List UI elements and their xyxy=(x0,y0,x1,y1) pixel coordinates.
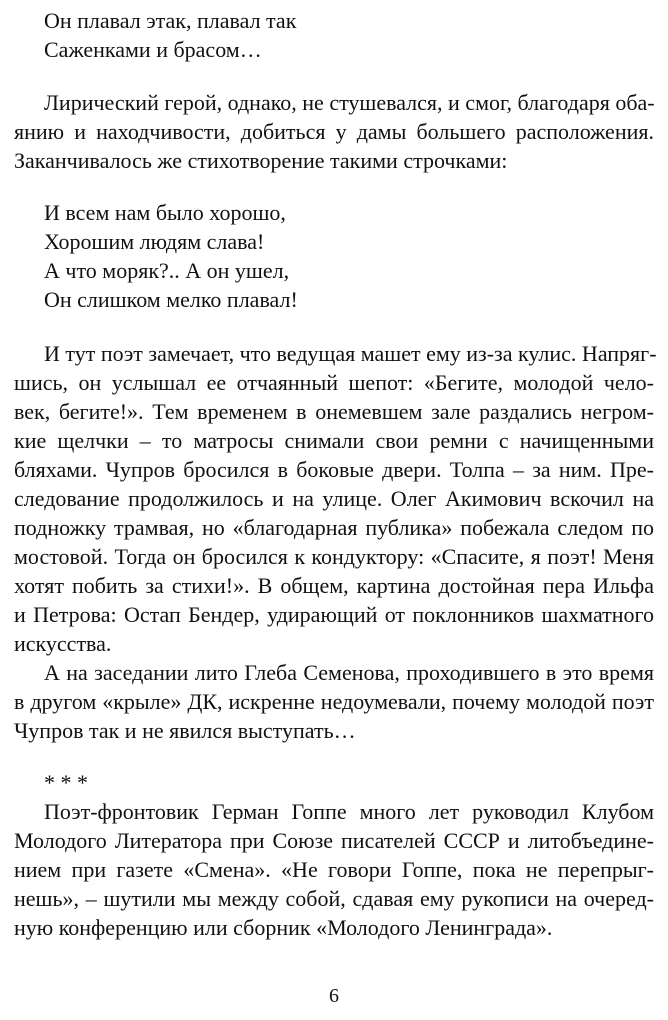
verse-line: И всем нам было хорошо, xyxy=(44,200,286,225)
paragraph-line: ную конференцию или сборник «Молодого Ленинграда». xyxy=(14,915,553,940)
paragraph-line: шись, он услышал ее отчаянный шепот: «Бегите, молодой чело- xyxy=(14,370,654,395)
verse-line: А что моряк?.. А он ушел, xyxy=(44,258,290,283)
paragraph-line: Молодого Литератора при Союзе писателей СССР и литобъедине- xyxy=(14,828,654,853)
book-page xyxy=(14,0,657,1020)
paragraph-line: А на заседании лито Глеба Семенова, проходившего в это время xyxy=(44,660,654,685)
paragraph-line: Заканчивалось же стихотворение такими строчками: xyxy=(14,148,508,173)
paragraph-line: кие щелчки – то матросы снимали свои ремни с начищенными xyxy=(14,428,654,453)
paragraph-line: янию и находчивости, добиться у дамы большего расположения. xyxy=(14,119,654,144)
paragraph-line: Лирический герой, однако, не стушевался, и смог, благодаря оба- xyxy=(44,90,655,115)
verse-line: Он плавал этак, плавал так xyxy=(44,8,297,33)
paragraph-line: бляхами. Чупров бросился в боковые двери. Толпа – за ним. Пре- xyxy=(14,457,654,482)
verse-line: Он слишком мелко плавал! xyxy=(44,287,298,312)
paragraph-line: нием при газете «Смена». «Не говори Гоппе, пока не перепрыг- xyxy=(14,857,654,882)
paragraph-line: Поэт-фронтовик Герман Гоппе много лет руководил Клубом xyxy=(44,799,654,824)
paragraph-line: нешь», – шутили мы между собой, сдавая ему рукописи на очеред- xyxy=(14,886,654,911)
verse-line: Хорошим людям слава! xyxy=(44,229,265,254)
section-separator: * * * xyxy=(44,770,88,795)
paragraph-line: век, бегите!». Тем временем в онемевшем зале раздались негром- xyxy=(14,399,654,424)
paragraph-line: искусства. xyxy=(14,631,112,656)
paragraph-line: И тут поэт замечает, что ведущая машет ему из-за кулис. Напряг- xyxy=(44,341,657,366)
paragraph-line: в другом «крыле» ДК, искренне недоумевали, почему молодой поэт xyxy=(14,689,654,714)
page-number: 6 xyxy=(329,985,339,1007)
paragraph-line: хотят побить за стихи!». В общем, картина достойная пера Ильфа xyxy=(14,573,654,598)
paragraph-line: Чупров так и не явился выступать… xyxy=(14,718,356,743)
paragraph-line: следование продолжилось и на улице. Олег Акимович вскочил на xyxy=(14,486,654,511)
paragraph-line: подножку трамвая, но «благодарная публика» побежала следом по xyxy=(14,515,654,540)
verse-line: Саженками и брасом… xyxy=(44,37,262,62)
paragraph-line: мостовой. Тогда он бросился к кондуктору: «Спасите, я поэт! Меня xyxy=(14,544,654,569)
paragraph-line: и Петрова: Остап Бендер, удирающий от поклонников шахматного xyxy=(14,602,654,627)
